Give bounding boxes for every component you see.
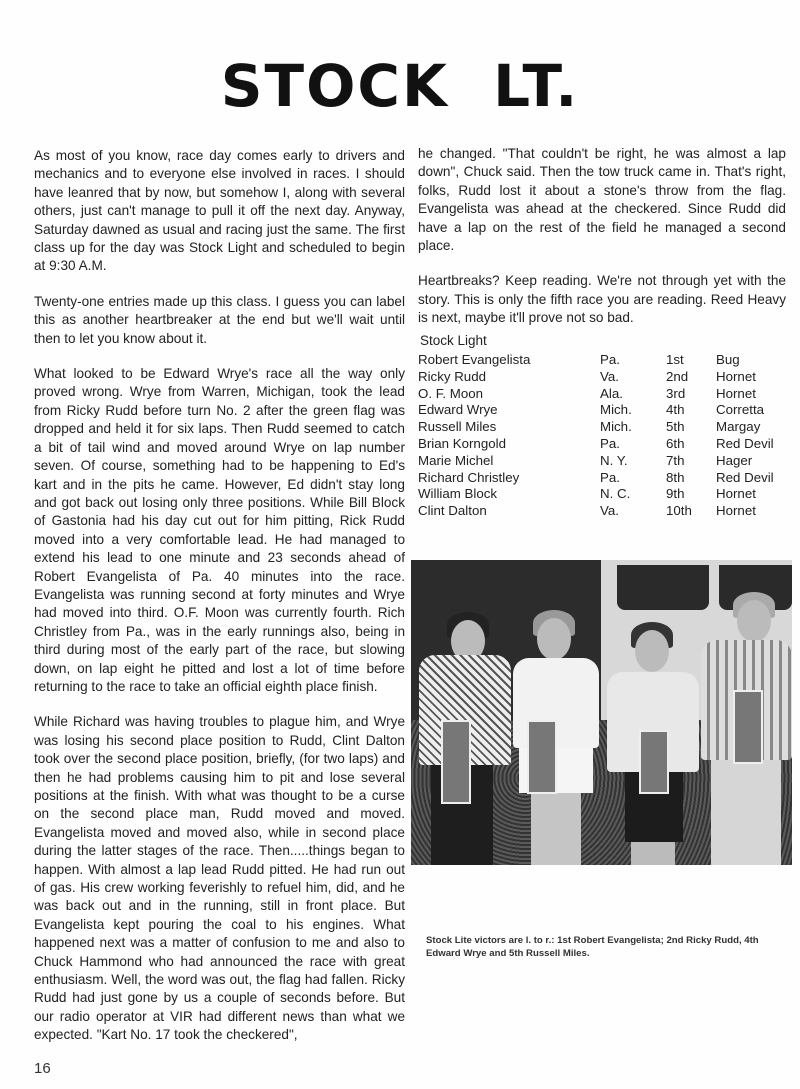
finish-place: 6th bbox=[666, 435, 685, 451]
driver-name: Clint Dalton bbox=[418, 503, 487, 519]
driver-state: Mich. bbox=[600, 402, 632, 418]
finish-place: 2nd bbox=[666, 368, 689, 384]
photo-caption: Stock Lite victors are l. to r.: 1st Robert Evangelista; 2nd Ricky Rudd, 4th Edward Wrye and 5th Russell Miles. bbox=[426, 935, 759, 959]
results-title: Stock Light bbox=[420, 333, 487, 348]
kart-make: Bug bbox=[716, 352, 740, 367]
driver-state: Va. bbox=[600, 503, 619, 519]
driver-state: Pa. bbox=[600, 469, 620, 485]
driver-name: Robert Evangelista bbox=[418, 352, 531, 367]
article-paragraph: he changed. "That couldn't be right, he was almost a lap down", Chuck said. Then the tow truck came in. That's right, folks, Rudd lost it about a stone's throw from the flag. Evangelista was ahead at the checkered. Since Rudd did have a lap on the rest of the field he managed a second place. bbox=[418, 146, 786, 254]
table-row bbox=[418, 419, 796, 436]
victors-photo bbox=[411, 560, 792, 865]
driver-name: Russell Miles bbox=[418, 419, 497, 435]
finish-place: 7th bbox=[666, 452, 685, 468]
kart-make: Hager bbox=[716, 452, 753, 468]
article-paragraph: Heartbreaks? Keep reading. We're not through yet with the story. This is only the fifth race you are reading. Reed Heavy is next, maybe it'll prove not so bad. bbox=[418, 273, 786, 326]
driver-state: Pa. bbox=[600, 352, 620, 367]
table-row bbox=[418, 470, 796, 487]
driver-state: N. Y. bbox=[600, 452, 628, 468]
table-row bbox=[418, 436, 796, 453]
article-paragraph: As most of you know, race day comes early to drivers and mechanics and to everyone else involved in races. I should have leanred that by now, but somehow I, along with several others, just can't manage to pull it off the next day. Anyway, Saturday dawned as usual and racing just the same. The first class up for the day was Stock Light and scheduled to begin at 9:30 A.M. bbox=[34, 148, 405, 274]
page-title: STOCK LT. bbox=[220, 52, 580, 120]
table-row bbox=[418, 352, 796, 369]
driver-name: O. F. Moon bbox=[418, 385, 484, 401]
kart-make: Red Devil bbox=[716, 435, 774, 451]
table-row bbox=[418, 402, 796, 419]
finish-place: 8th bbox=[666, 469, 685, 485]
article-paragraph: While Richard was having troubles to plague him, and Wrye was losing his second place position to Rudd, Clint Dalton took over the second place position, briefly, (for two laps) and then he had problems causing him to pit and lose several positions at the finish. With what was thought to be a curse on the second place man, Rudd moved and moved. Evangelista moved and moved also, while in second place during the latter stages of the race. Then.....things began to happen. With almost a lap lead Rudd pitted. He had run out of gas. His crew working feverishly to refuel him, did, and he was back out and in the running, still in front place. But Evangelista kept pouring the coal to his engines. What happened next was a matter of confusion to me and also to Chuck Hammond who had announced the race with great enthusiasm. Well, the word was out, the flag had fallen. Ricky Rudd had just gone by us a couple of seconds before. But our radio operator at VIR had different news than what we expected. "Kart No. 17 took the checkered", bbox=[34, 714, 405, 1043]
driver-name: Richard Christley bbox=[418, 469, 520, 485]
article-right-column bbox=[418, 145, 786, 345]
table-row bbox=[418, 386, 796, 403]
driver-name: William Block bbox=[418, 486, 498, 502]
driver-state: Ala. bbox=[600, 385, 623, 401]
article-left-column bbox=[34, 147, 405, 1062]
finish-place: 10th bbox=[666, 503, 692, 519]
kart-make: Margay bbox=[716, 419, 761, 435]
table-row bbox=[418, 453, 796, 470]
kart-make: Red Devil bbox=[716, 469, 774, 485]
finish-place: 5th bbox=[666, 419, 685, 435]
page-number: 16 bbox=[34, 1060, 51, 1077]
finish-place: 9th bbox=[666, 486, 685, 502]
driver-name: Brian Korngold bbox=[418, 435, 506, 451]
driver-state: N. C. bbox=[600, 486, 631, 502]
kart-make: Hornet bbox=[716, 503, 756, 519]
kart-make: Corretta bbox=[716, 402, 765, 418]
finish-place: 3rd bbox=[666, 385, 686, 401]
finish-place: 4th bbox=[666, 402, 685, 418]
results-table bbox=[418, 352, 796, 520]
table-row bbox=[418, 369, 796, 386]
finish-place: 1st bbox=[666, 352, 684, 367]
table-row bbox=[418, 503, 796, 520]
driver-name: Ricky Rudd bbox=[418, 368, 486, 384]
kart-make: Hornet bbox=[716, 486, 756, 502]
article-paragraph: Twenty-one entries made up this class. I guess you can label this as another heartbreaker at the end but we'll wait until then to let you know about it. bbox=[34, 293, 405, 346]
kart-make: Hornet bbox=[716, 368, 756, 384]
driver-name: Marie Michel bbox=[418, 452, 494, 468]
table-row bbox=[418, 486, 796, 503]
driver-state: Pa. bbox=[600, 435, 620, 451]
kart-make: Hornet bbox=[716, 385, 756, 401]
driver-state: Mich. bbox=[600, 419, 632, 435]
driver-state: Va. bbox=[600, 368, 619, 384]
photo-truck-window bbox=[617, 565, 709, 610]
driver-name: Edward Wrye bbox=[418, 402, 498, 418]
article-paragraph: What looked to be Edward Wrye's race all the way only proved wrong. Wrye from Warren, Michigan, took the lead from Ricky Rudd before turn No. 2 after the green flag was dropped and held it for six laps. Then Rudd seemed to catch a bit of tail wind and moved around Wrye on lap number seven. Of course, something had to be happening to Ed's kart and in the pits he came. However, Ed didn't stay long and got back out losing only three positions. While Bill Block of Gastonia had his day cut out for him pitting, Rick Rudd moved into a very comfortable lead. He had managed to extend his lead to one minute and 23 seconds ahead of Robert Evangelista of Pa. 40 minutes into the race. Evangelista was running second at forty minutes and Wrye had moved into third. O.F. Moon was currently fourth. Rich Christley from Pa., was in the early runnings also, being in third during most of the early part of the race, but slowing down, on lap eight he pitted and lost a lot of time before returning to the race to take an official eighth place finish. bbox=[34, 366, 405, 694]
